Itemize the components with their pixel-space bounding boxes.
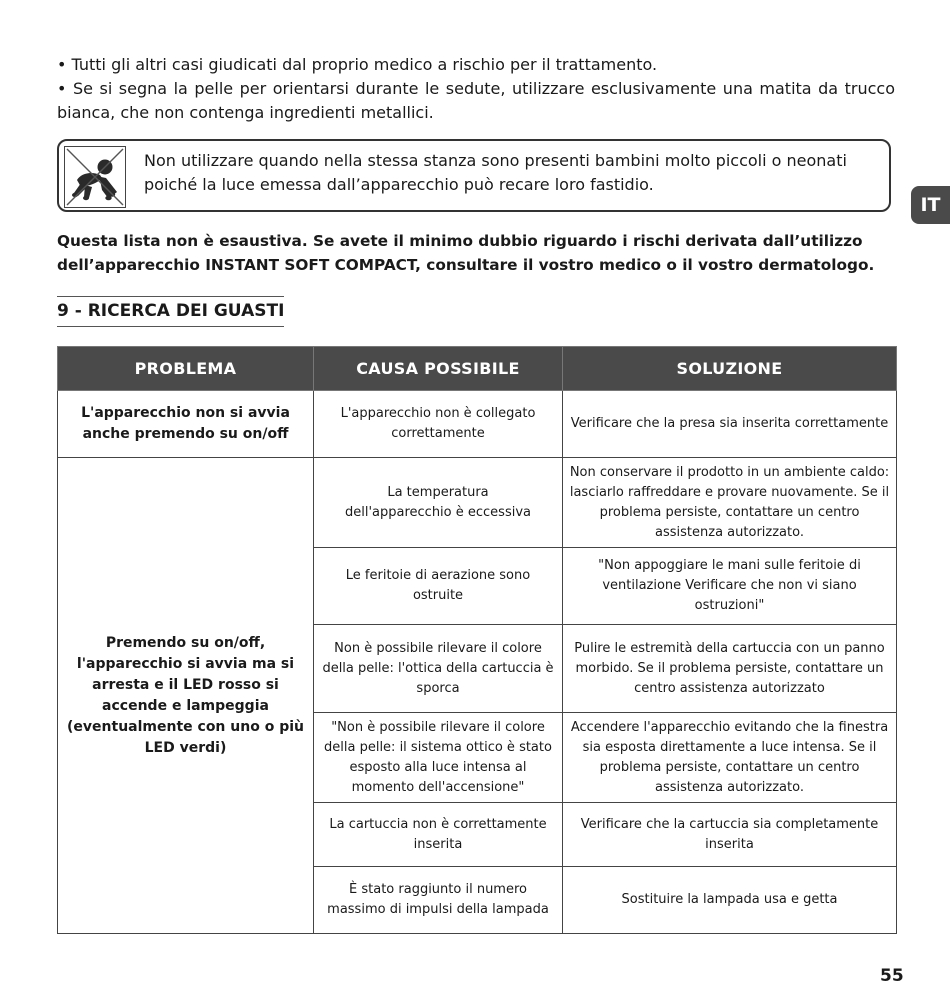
cause-cell: È stato raggiunto il numero massimo di impulsi della lampada <box>314 867 563 934</box>
header-solution: SOLUZIONE <box>563 347 897 391</box>
cause-cell: Le feritoie di aerazione sono ostruite <box>314 548 563 625</box>
solution-cell: Verificare che la cartuccia sia completamente inserita <box>563 803 897 867</box>
cause-cell: L'apparecchio non è collegato correttamente <box>314 391 563 458</box>
cause-cell: "Non è possibile rilevare il colore della pelle: il sistema ottico è stato esposto alla luce intensa al momento dell'accensione" <box>314 713 563 803</box>
solution-cell: Non conservare il prodotto in un ambiente caldo: lasciarlo raffreddare e provare nuovamente. Se il problema persiste, contattare un centro assistenza autorizzato. <box>563 458 897 548</box>
table-row <box>58 458 897 548</box>
problem-cell: Premendo su on/off, l'apparecchio si avvia ma si arresta e il LED rosso si accende e lampeggia (eventualmente con uno o più LED verdi) <box>58 458 314 934</box>
solution-cell: Verificare che la presa sia inserita correttamente <box>563 391 897 458</box>
language-tab: IT <box>911 186 950 224</box>
cause-cell: La temperatura dell'apparecchio è eccessiva <box>314 458 563 548</box>
warning-text: Non utilizzare quando nella stessa stanza sono presenti bambini molto piccoli o neonati poiché la luce emessa dall’apparecchio può recare loro fastidio. <box>144 151 847 194</box>
solution-cell: Sostituire la lampada usa e getta <box>563 867 897 934</box>
intro-text <box>57 53 895 125</box>
table-row <box>58 391 897 458</box>
troubleshooting-table <box>57 346 897 934</box>
disclaimer-note: Questa lista non è esaustiva. Se avete il minimo dubbio riguardo i rischi derivata dall’utilizzo dell’apparecchio INSTANT SOFT COMPACT, consultare il vostro medico o il vostro dermatologo. <box>57 232 875 274</box>
solution-cell: Accendere l'apparecchio evitando che la finestra sia esposta direttamente a luce intensa. Se il problema persiste, contattare un centro assistenza autorizzato. <box>563 713 897 803</box>
header-cause: CAUSA POSSIBILE <box>314 347 563 391</box>
page-number: 55 <box>880 966 904 986</box>
header-problem: PROBLEMA <box>58 347 314 391</box>
cause-cell: Non è possibile rilevare il colore della pelle: l'ottica della cartuccia è sporca <box>314 625 563 713</box>
intro-bullet-2: • Se si segna la pelle per orientarsi durante le sedute, utilizzare esclusivamente una matita da trucco bianca, che non contenga ingredienti metallici. <box>57 79 895 122</box>
section-title: 9 - RICERCA DEI GUASTI <box>57 296 284 327</box>
solution-cell: Pulire le estremità della cartuccia con un panno morbido. Se il problema persiste, contattare un centro assistenza autorizzato <box>563 625 897 713</box>
solution-cell: "Non appoggiare le mani sulle feritoie di ventilazione Verificare che non vi siano ostruzioni" <box>563 548 897 625</box>
no-babies-icon <box>64 146 126 208</box>
table-header-row <box>58 347 897 391</box>
cause-cell: La cartuccia non è correttamente inserita <box>314 803 563 867</box>
problem-cell: L'apparecchio non si avvia anche premendo su on/off <box>58 391 314 458</box>
warning-box <box>57 139 891 212</box>
intro-bullet-1: • Tutti gli altri casi giudicati dal proprio medico a rischio per il trattamento. <box>57 55 658 74</box>
